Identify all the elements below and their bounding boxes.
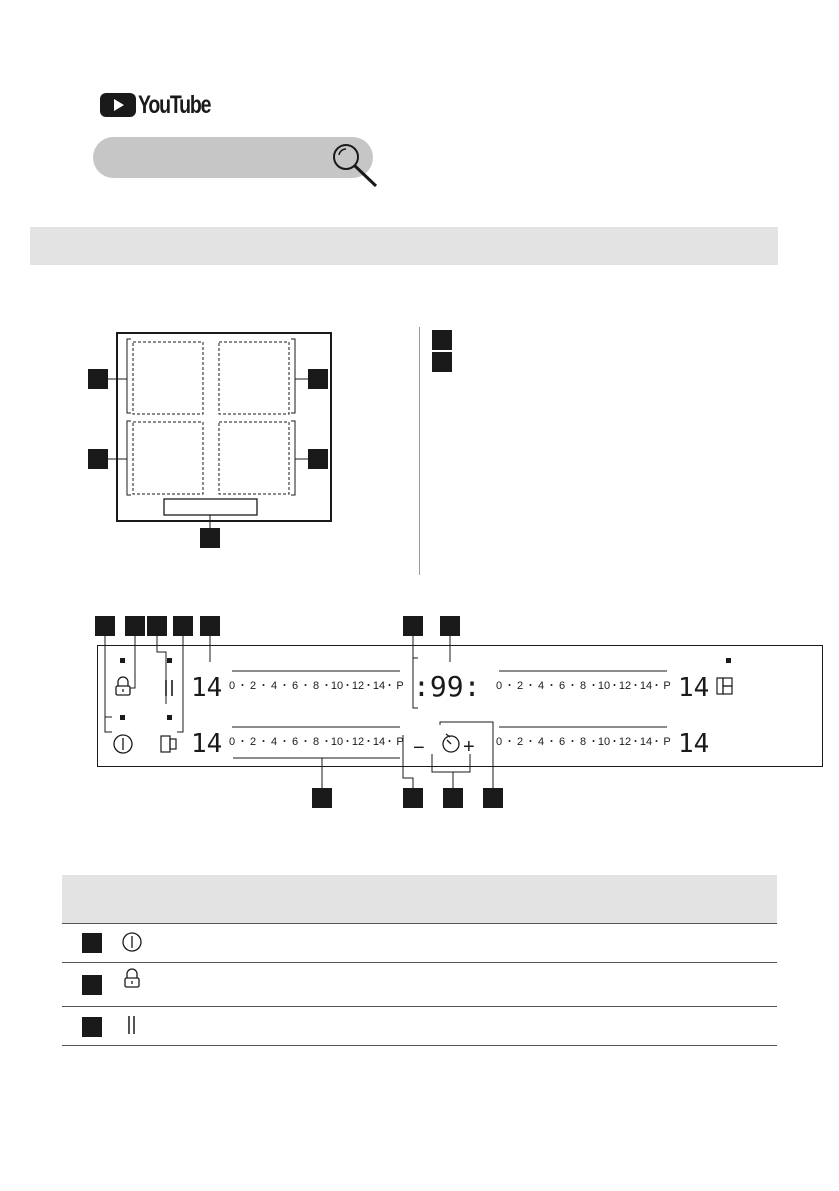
- power-display: 14: [191, 729, 223, 759]
- scale-label[interactable]: 8: [579, 736, 587, 748]
- scale-label[interactable]: 12: [618, 736, 632, 748]
- scale-label[interactable]: 6: [558, 736, 566, 748]
- scale-dot: [284, 740, 286, 742]
- scale-label[interactable]: 14: [372, 680, 386, 692]
- pause-icon: [118, 1012, 146, 1040]
- power-scale: [496, 727, 671, 748]
- callout-marker: [200, 528, 220, 548]
- scale-dot: [284, 684, 286, 686]
- cooking-zone-rear-left: [133, 422, 203, 494]
- power-scale: [229, 727, 404, 748]
- scale-label[interactable]: 6: [291, 680, 299, 692]
- timer-plus-button[interactable]: +: [463, 736, 475, 758]
- scale-dot: [593, 740, 595, 742]
- scale-dot: [347, 684, 349, 686]
- legend-marker: [432, 330, 452, 350]
- callout-marker: [308, 449, 328, 469]
- scale-label[interactable]: 12: [618, 680, 632, 692]
- scale-dot: [656, 740, 658, 742]
- youtube-wordmark: YouTube: [138, 91, 211, 119]
- scale-dot: [572, 740, 574, 742]
- scale-dot: [263, 740, 265, 742]
- scale-label[interactable]: P: [663, 736, 671, 748]
- cooking-zone-front-right: [219, 342, 289, 414]
- column-divider: [419, 327, 420, 575]
- scale-dot: [635, 740, 637, 742]
- control-panel-area: [164, 499, 257, 515]
- scale-dot: [509, 684, 511, 686]
- scale-dot: [572, 684, 574, 686]
- scale-label[interactable]: 4: [537, 680, 545, 692]
- scale-dot: [305, 740, 307, 742]
- cooking-zone-rear-right: [219, 422, 289, 494]
- bridge-icon: [717, 678, 732, 694]
- timer-minus-button[interactable]: −: [413, 737, 425, 759]
- power-display: 14: [678, 673, 710, 703]
- scale-label[interactable]: 4: [270, 736, 278, 748]
- scale-label[interactable]: P: [396, 680, 404, 692]
- scale-label[interactable]: 10: [597, 680, 611, 692]
- scale-label[interactable]: 2: [516, 736, 524, 748]
- scale-dot: [593, 684, 595, 686]
- scale-dot: [551, 740, 553, 742]
- scale-dot: [305, 684, 307, 686]
- timer-display: :99:: [413, 670, 481, 703]
- scale-label[interactable]: 6: [558, 680, 566, 692]
- scale-dot: [635, 684, 637, 686]
- scale-label[interactable]: 0: [495, 736, 503, 748]
- table-header: [62, 875, 777, 924]
- power-display: 14: [191, 673, 223, 703]
- callout-marker: [88, 369, 108, 389]
- scale-label[interactable]: 2: [249, 736, 257, 748]
- scale-label[interactable]: 14: [639, 736, 653, 748]
- pause-icon: [166, 680, 172, 696]
- scale-dot: [530, 740, 532, 742]
- scale-dot: [326, 684, 328, 686]
- scale-dot: [509, 740, 511, 742]
- on-off-icon: [114, 735, 132, 753]
- scale-label[interactable]: 14: [372, 736, 386, 748]
- scale-label[interactable]: 10: [330, 736, 344, 748]
- scale-dot: [551, 684, 553, 686]
- scale-dot: [530, 684, 532, 686]
- youtube-logo[interactable]: [100, 92, 220, 122]
- scale-dot: [614, 740, 616, 742]
- callout-marker: [308, 369, 328, 389]
- hob-layout-diagram: [80, 325, 340, 555]
- scale-dot: [368, 740, 370, 742]
- search-icon[interactable]: [330, 141, 380, 189]
- scale-dot: [326, 740, 328, 742]
- scale-label[interactable]: 6: [291, 736, 299, 748]
- control-panel-diagram: [90, 612, 835, 812]
- scale-label[interactable]: 0: [228, 680, 236, 692]
- bridge-icon: [161, 736, 176, 752]
- table-row: [62, 1007, 777, 1046]
- lock-icon: [118, 965, 146, 993]
- scale-dot: [242, 740, 244, 742]
- scale-label[interactable]: 10: [330, 680, 344, 692]
- power-scale: [229, 671, 404, 692]
- scale-dot: [389, 740, 391, 742]
- scale-label[interactable]: 4: [537, 736, 545, 748]
- row-marker: [82, 975, 102, 995]
- scale-label[interactable]: 12: [351, 680, 365, 692]
- table-row: [62, 923, 777, 963]
- lock-icon: [116, 677, 130, 695]
- scale-label[interactable]: 8: [579, 680, 587, 692]
- scale-dot: [242, 684, 244, 686]
- scale-label[interactable]: 4: [270, 680, 278, 692]
- scale-label[interactable]: 12: [351, 736, 365, 748]
- scale-label[interactable]: 2: [249, 680, 257, 692]
- timer-icon: [443, 734, 459, 752]
- scale-dot: [656, 684, 658, 686]
- scale-dot: [368, 684, 370, 686]
- scale-label[interactable]: P: [663, 680, 671, 692]
- scale-label[interactable]: 8: [312, 736, 320, 748]
- scale-dot: [614, 684, 616, 686]
- section-title-bar: [30, 227, 778, 265]
- table-row: [62, 963, 777, 1007]
- scale-dot: [263, 684, 265, 686]
- callout-marker: [88, 449, 108, 469]
- power-display: 14: [678, 729, 710, 759]
- cooking-zone-front-left: [133, 342, 203, 414]
- scale-label[interactable]: P: [396, 736, 404, 748]
- scale-dot: [389, 684, 391, 686]
- on-off-icon: [118, 928, 146, 956]
- row-marker: [82, 1017, 102, 1037]
- scale-label[interactable]: 0: [228, 736, 236, 748]
- scale-label[interactable]: 10: [597, 736, 611, 748]
- row-marker: [82, 933, 102, 953]
- legend-marker: [432, 352, 452, 372]
- scale-label[interactable]: 2: [516, 680, 524, 692]
- scale-label[interactable]: 0: [495, 680, 503, 692]
- scale-dot: [347, 740, 349, 742]
- power-scale: [496, 671, 671, 692]
- youtube-play-icon: [100, 92, 136, 118]
- scale-label[interactable]: 14: [639, 680, 653, 692]
- scale-label[interactable]: 8: [312, 680, 320, 692]
